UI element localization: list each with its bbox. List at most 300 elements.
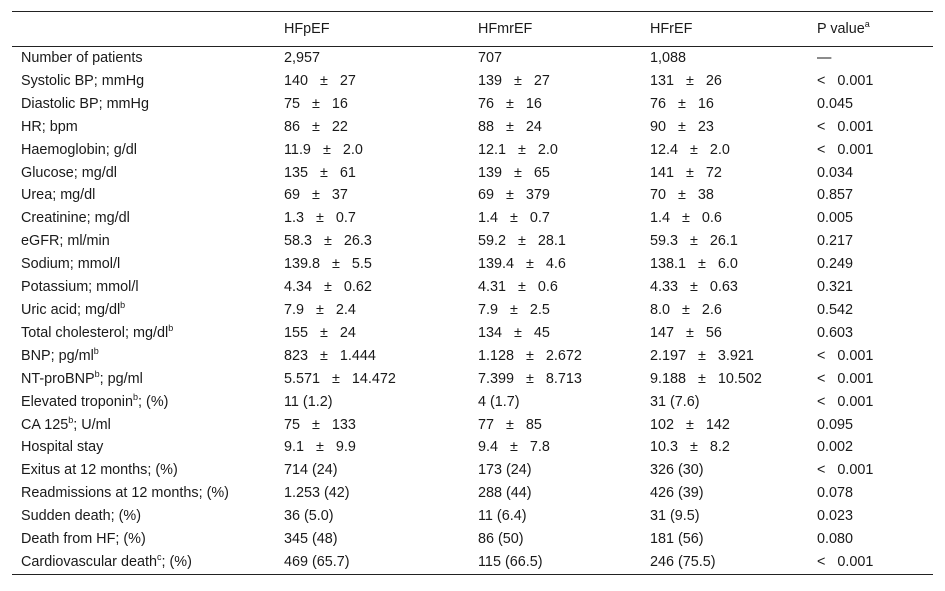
cell-value: 36 (5.0) — [284, 508, 334, 525]
cell-hfmref — [478, 230, 650, 253]
sd-value: 72 — [705, 164, 722, 181]
cell-hfpef — [284, 505, 478, 528]
row-label: Uric acid; $mg/dl^b$ — [21, 299, 126, 318]
sd-value: 26 — [705, 72, 722, 89]
clinical-characteristics-table — [12, 11, 933, 575]
mean-value: 140 — [284, 72, 309, 89]
cell-hfpef — [284, 162, 478, 185]
row-label: HR; bpm — [21, 118, 78, 135]
mean-value: 76 — [650, 95, 667, 112]
cell-p-value — [817, 93, 933, 116]
mean-value: 58.3 — [284, 233, 313, 250]
row-label: Urea; mg/dl — [21, 187, 96, 204]
row-label: eGFR; ml/min — [21, 233, 110, 250]
plus-minus-sign: ± — [518, 233, 526, 250]
row-label: Hospital stay — [21, 439, 104, 456]
cell-hfpef — [284, 436, 478, 459]
table-row — [12, 345, 933, 368]
less-than-sign: < — [817, 72, 826, 89]
p-value: 0.001 — [837, 553, 874, 570]
table-row — [12, 505, 933, 528]
cell-value: 31 (9.5) — [650, 508, 700, 525]
cell-hfmref — [478, 551, 650, 574]
cell-hfref — [650, 230, 817, 253]
table-body — [12, 47, 933, 575]
plus-minus-sign: ± — [678, 118, 686, 135]
sd-value: 16 — [331, 95, 348, 112]
plus-minus-sign: ± — [690, 439, 698, 456]
less-than-sign: < — [817, 347, 826, 364]
p-value: 0.321 — [817, 279, 854, 296]
plus-minus-sign: ± — [514, 164, 522, 181]
sd-value: 2.6 — [701, 301, 722, 318]
table-row — [12, 93, 933, 116]
p-value: 0.034 — [817, 164, 854, 181]
cell-value: 469 (65.7) — [284, 553, 350, 570]
cell-hfmref — [478, 253, 650, 276]
table-row — [12, 253, 933, 276]
cell-hfref — [650, 162, 817, 185]
plus-minus-sign: ± — [682, 210, 690, 227]
cell-value: 2,957 — [284, 50, 321, 66]
mean-value: 90 — [650, 118, 667, 135]
mean-value: 2.197 — [650, 347, 687, 364]
cell-p-value — [817, 207, 933, 230]
plus-minus-sign: ± — [506, 95, 514, 112]
plus-minus-sign: ± — [506, 187, 514, 204]
p-value: 0.080 — [817, 531, 854, 548]
cell-p-value — [817, 47, 933, 70]
table-row — [12, 414, 933, 437]
cell-hfref — [650, 253, 817, 276]
table-row — [12, 276, 933, 299]
cell-hfref — [650, 322, 817, 345]
cell-p-value — [817, 139, 933, 162]
cell-value: 11 (1.2) — [284, 393, 333, 410]
mean-value: 4.31 — [478, 279, 507, 296]
cell-value: 345 (48) — [284, 531, 338, 548]
plus-minus-sign: ± — [514, 72, 522, 89]
plus-minus-sign: ± — [506, 416, 514, 433]
p-value: 0.542 — [817, 301, 854, 318]
cell-hfmref — [478, 116, 650, 139]
cell-hfpef — [284, 207, 478, 230]
sd-value: 0.7 — [335, 210, 356, 227]
sd-value: 10.502 — [717, 370, 762, 387]
cell-p-value — [817, 116, 933, 139]
plus-minus-sign: ± — [526, 370, 534, 387]
plus-minus-sign: ± — [312, 95, 320, 112]
sd-value: 27 — [533, 72, 550, 89]
cell-hfmref — [478, 505, 650, 528]
p-value: 0.001 — [837, 118, 874, 135]
mean-value: 70 — [650, 187, 667, 204]
cell-hfmref — [478, 276, 650, 299]
sd-value: 16 — [525, 95, 542, 112]
sd-value: 8.2 — [709, 439, 730, 456]
header-p-value: P value$^a$ — [817, 12, 933, 47]
mean-value: 4.33 — [650, 279, 679, 296]
row-label: Glucose; mg/dl — [21, 164, 117, 181]
cell-hfpef — [284, 528, 478, 551]
cell-p-value — [817, 299, 933, 322]
plus-minus-sign: ± — [322, 141, 331, 158]
header-hfref: HFrEF — [650, 12, 817, 47]
plus-minus-sign: ± — [686, 416, 694, 433]
less-than-sign: < — [817, 118, 826, 135]
sd-value: 379 — [525, 187, 550, 204]
cell-hfmref — [478, 47, 650, 70]
cell-value: 714 (24) — [284, 462, 338, 479]
mean-value: 12.1 — [478, 141, 507, 158]
cell-value: 246 (75.5) — [650, 553, 716, 570]
sd-value: 2.672 — [545, 347, 582, 364]
footnote-marker: b — [68, 414, 74, 425]
p-value: 0.023 — [817, 508, 854, 525]
plus-minus-sign: ± — [514, 324, 522, 341]
cell-hfmref — [478, 482, 650, 505]
table-row — [12, 551, 933, 574]
table-row — [12, 230, 933, 253]
sd-value: 23 — [697, 118, 714, 135]
data-table-container — [12, 11, 933, 575]
sd-value: 9.9 — [335, 439, 356, 456]
footnote-marker: a — [864, 19, 870, 29]
cell-hfpef — [284, 184, 478, 207]
mean-value: 1.3 — [284, 210, 305, 227]
cell-hfref — [650, 93, 817, 116]
sd-value: 0.6 — [701, 210, 722, 227]
plus-minus-sign: ± — [316, 210, 324, 227]
plus-minus-sign: ± — [682, 301, 690, 318]
mean-value: 155 — [284, 324, 309, 341]
mean-value: 69 — [284, 187, 301, 204]
cell-value: 707 — [478, 50, 503, 66]
cell-value: 181 (56) — [650, 531, 704, 548]
mean-value: 139.4 — [478, 256, 515, 273]
cell-hfpef — [284, 93, 478, 116]
mean-value: 139 — [478, 164, 503, 181]
header-hfpef: HFpEF — [284, 12, 478, 47]
row-label: Exitus at 12 months; (%) — [21, 462, 178, 479]
cell-hfmref — [478, 414, 650, 437]
cell-hfref — [650, 184, 817, 207]
row-label: CA 125$^b$; U/ml — [21, 414, 111, 433]
p-value: 0.001 — [837, 72, 874, 89]
cell-hfref — [650, 207, 817, 230]
plus-minus-sign: ± — [316, 301, 324, 318]
p-value: 0.249 — [817, 256, 854, 273]
table-row — [12, 47, 933, 70]
sd-value: 37 — [331, 187, 348, 204]
plus-minus-sign: ± — [698, 256, 706, 273]
mean-value: 1.4 — [478, 210, 499, 227]
row-label: NT-proBNP$^b$; pg/ml — [21, 368, 143, 387]
row-label: Number of patients — [21, 50, 143, 66]
cell-hfpef — [284, 482, 478, 505]
cell-hfref — [650, 528, 817, 551]
p-value: 0.002 — [817, 439, 854, 456]
cell-hfmref — [478, 528, 650, 551]
cell-hfmref — [478, 368, 650, 391]
row-label: BNP; $pg/ml^b$ — [21, 345, 99, 364]
table-row — [12, 116, 933, 139]
cell-hfref — [650, 47, 817, 70]
sd-value: 2.0 — [342, 141, 363, 158]
row-label: Diastolic BP; mmHg — [21, 95, 149, 112]
cell-hfpef — [284, 368, 478, 391]
plus-minus-sign: ± — [690, 279, 698, 296]
plus-minus-sign: ± — [678, 95, 686, 112]
cell-p-value — [817, 322, 933, 345]
footnote-marker: b — [133, 391, 139, 402]
p-value: 0.045 — [817, 95, 854, 112]
cell-p-value — [817, 482, 933, 505]
sd-value: 6.0 — [717, 256, 738, 273]
mean-value: 7.9 — [284, 301, 305, 318]
sd-value: 8.713 — [545, 370, 582, 387]
mean-value: 75 — [284, 416, 301, 433]
mean-value: 77 — [478, 416, 495, 433]
plus-minus-sign: ± — [320, 72, 328, 89]
mean-value: 7.9 — [478, 301, 499, 318]
cell-p-value — [817, 528, 933, 551]
footnote-marker: b — [168, 322, 174, 333]
cell-hfref — [650, 70, 817, 93]
sd-value: 5.5 — [351, 256, 372, 273]
p-value: — — [817, 50, 832, 66]
cell-hfref — [650, 368, 817, 391]
cell-hfmref — [478, 139, 650, 162]
mean-value: 1.4 — [650, 210, 671, 227]
table-row — [12, 322, 933, 345]
p-value: 0.001 — [837, 141, 874, 158]
row-label: Sudden death; (%) — [21, 508, 142, 525]
cell-p-value — [817, 162, 933, 185]
cell-hfmref — [478, 184, 650, 207]
plus-minus-sign: ± — [698, 370, 706, 387]
row-label: Haemoglobin; g/dl — [21, 141, 137, 158]
row-label: Systolic BP; mmHg — [21, 72, 145, 89]
table-row — [12, 391, 933, 414]
mean-value: 139.8 — [284, 256, 321, 273]
sd-value: 142 — [705, 416, 730, 433]
cell-p-value — [817, 414, 933, 437]
cell-hfpef — [284, 47, 478, 70]
table-row — [12, 139, 933, 162]
less-than-sign: < — [817, 462, 826, 479]
table-row — [12, 299, 933, 322]
cell-hfref — [650, 482, 817, 505]
cell-hfmref — [478, 299, 650, 322]
mean-value: 141 — [650, 164, 675, 181]
cell-hfmref — [478, 70, 650, 93]
mean-value: 9.188 — [650, 370, 687, 387]
row-label: Sodium; mmol/l — [21, 256, 121, 273]
sd-value: 0.62 — [343, 279, 372, 296]
plus-minus-sign: ± — [526, 256, 534, 273]
cell-value: 426 (39) — [650, 485, 704, 502]
plus-minus-sign: ± — [686, 164, 694, 181]
plus-minus-sign: ± — [312, 187, 320, 204]
cell-hfpef — [284, 276, 478, 299]
plus-minus-sign: ± — [324, 233, 332, 250]
cell-hfref — [650, 505, 817, 528]
sd-value: 85 — [525, 416, 542, 433]
plus-minus-sign: ± — [690, 141, 698, 158]
plus-minus-sign: ± — [332, 256, 340, 273]
mean-value: 9.1 — [284, 439, 305, 456]
row-label: Creatinine; mg/dl — [21, 210, 130, 227]
sd-value: 0.63 — [709, 279, 738, 296]
sd-value: 61 — [339, 164, 356, 181]
row-label: Death from HF; (%) — [21, 531, 146, 548]
plus-minus-sign: ± — [324, 279, 332, 296]
less-than-sign: < — [817, 393, 826, 410]
sd-value: 2.0 — [709, 141, 730, 158]
cell-hfmref — [478, 459, 650, 482]
table-row — [12, 184, 933, 207]
cell-hfpef — [284, 414, 478, 437]
footnote-marker: b — [120, 299, 126, 310]
plus-minus-sign: ± — [510, 439, 518, 456]
cell-value: 4 (1.7) — [478, 393, 520, 410]
sd-value: 1.444 — [339, 347, 376, 364]
cell-p-value — [817, 368, 933, 391]
plus-minus-sign: ± — [510, 301, 518, 318]
cell-p-value — [817, 391, 933, 414]
cell-value: 326 (30) — [650, 462, 704, 479]
sd-value: 22 — [331, 118, 348, 135]
cell-value: 11 (6.4) — [478, 508, 527, 525]
cell-p-value — [817, 345, 933, 368]
cell-p-value — [817, 505, 933, 528]
cell-value: 86 (50) — [478, 531, 524, 548]
cell-hfmref — [478, 207, 650, 230]
cell-value: 31 (7.6) — [650, 393, 700, 410]
plus-minus-sign: ± — [686, 72, 694, 89]
cell-p-value — [817, 276, 933, 299]
plus-minus-sign: ± — [506, 118, 514, 135]
mean-value: 69 — [478, 187, 495, 204]
cell-value: 288 (44) — [478, 485, 532, 502]
sd-value: 27 — [339, 72, 356, 89]
mean-value: 75 — [284, 95, 301, 112]
cell-hfpef — [284, 253, 478, 276]
cell-p-value — [817, 184, 933, 207]
header-label-column — [12, 12, 284, 47]
sd-value: 4.6 — [545, 256, 566, 273]
cell-hfmref — [478, 162, 650, 185]
cell-hfpef — [284, 116, 478, 139]
sd-value: 0.7 — [529, 210, 550, 227]
mean-value: 88 — [478, 118, 495, 135]
plus-minus-sign: ± — [320, 164, 328, 181]
cell-hfpef — [284, 391, 478, 414]
plus-minus-sign: ± — [698, 347, 706, 364]
cell-hfpef — [284, 459, 478, 482]
table-row — [12, 368, 933, 391]
sd-value: 26.1 — [709, 233, 738, 250]
mean-value: 12.4 — [650, 141, 679, 158]
p-value: 0.005 — [817, 210, 854, 227]
footnote-marker: b — [94, 368, 100, 379]
less-than-sign: < — [817, 370, 826, 387]
p-value: 0.603 — [817, 324, 854, 341]
cell-hfmref — [478, 93, 650, 116]
cell-hfpef — [284, 139, 478, 162]
sd-value: 0.6 — [537, 279, 558, 296]
p-value: 0.001 — [837, 462, 874, 479]
row-label: Total cholesterol; $mg/dl^b$ — [21, 322, 174, 341]
table-row — [12, 436, 933, 459]
mean-value: 86 — [284, 118, 301, 135]
mean-value: 59.3 — [650, 233, 679, 250]
row-label: Elevated troponin$^b$; (%) — [21, 391, 169, 410]
less-than-sign: < — [817, 553, 826, 570]
cell-hfref — [650, 459, 817, 482]
table-row — [12, 528, 933, 551]
cell-hfmref — [478, 436, 650, 459]
cell-hfpef — [284, 322, 478, 345]
cell-hfref — [650, 414, 817, 437]
less-than-sign: < — [817, 141, 826, 158]
plus-minus-sign: ± — [690, 233, 698, 250]
sd-value: 2.0 — [537, 141, 558, 158]
sd-value: 24 — [339, 324, 356, 341]
mean-value: 134 — [478, 324, 503, 341]
cell-hfref — [650, 299, 817, 322]
sd-value: 133 — [331, 416, 356, 433]
cell-value: 115 (66.5) — [478, 553, 543, 570]
cell-hfref — [650, 116, 817, 139]
plus-minus-sign: ± — [332, 370, 340, 387]
cell-p-value — [817, 551, 933, 574]
plus-minus-sign: ± — [312, 118, 320, 135]
sd-value: 16 — [697, 95, 714, 112]
cell-hfmref — [478, 391, 650, 414]
sd-value: 38 — [697, 187, 714, 204]
cell-hfref — [650, 345, 817, 368]
cell-hfref — [650, 436, 817, 459]
sd-value: 65 — [533, 164, 550, 181]
sd-value: 45 — [533, 324, 550, 341]
cell-hfpef — [284, 70, 478, 93]
mean-value: 1.128 — [478, 347, 515, 364]
plus-minus-sign: ± — [686, 324, 694, 341]
table-row — [12, 482, 933, 505]
plus-minus-sign: ± — [312, 416, 320, 433]
mean-value: 139 — [478, 72, 503, 89]
p-value: 0.001 — [837, 393, 874, 410]
mean-value: 147 — [650, 324, 675, 341]
cell-hfpef — [284, 551, 478, 574]
mean-value: 102 — [650, 416, 675, 433]
cell-hfref — [650, 391, 817, 414]
table-row — [12, 162, 933, 185]
table-row — [12, 70, 933, 93]
mean-value: 4.34 — [284, 279, 313, 296]
cell-p-value — [817, 70, 933, 93]
plus-minus-sign: ± — [320, 347, 328, 364]
mean-value: 5.571 — [284, 370, 321, 387]
sd-value: 24 — [525, 118, 542, 135]
plus-minus-sign: ± — [510, 210, 518, 227]
sd-value: 28.1 — [537, 233, 566, 250]
cell-value: 1.253 (42) — [284, 485, 350, 502]
cell-hfref — [650, 139, 817, 162]
p-value: 0.217 — [817, 233, 854, 250]
